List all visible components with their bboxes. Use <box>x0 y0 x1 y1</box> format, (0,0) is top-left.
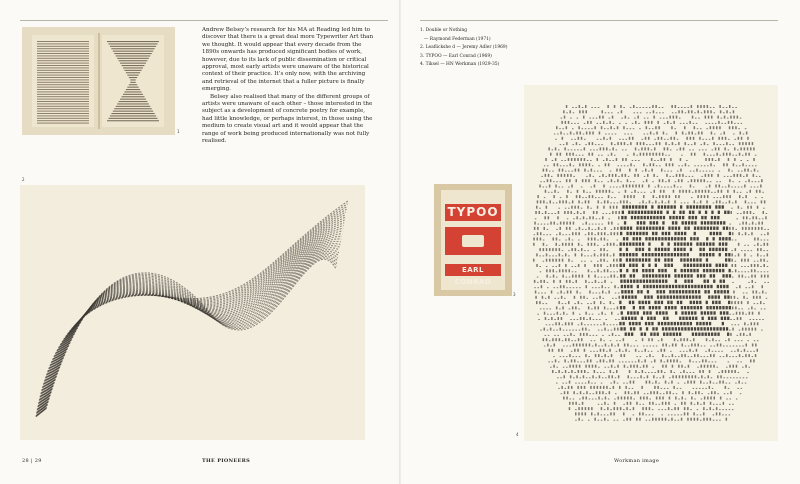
caption-1-detail: — Raymond Federman (1971) <box>424 36 491 42</box>
book-cover-band <box>445 227 501 255</box>
plate-typewriter-curves <box>20 185 365 440</box>
plate-werkman-tiksel <box>524 85 778 441</box>
right-header-rule <box>420 20 778 21</box>
book-cover <box>441 190 505 290</box>
figure-number-2: 2 <box>22 177 25 182</box>
body-paragraph-2: Belsey also realised that many of the different groups of artists were unaware of each other – those interested in the subject as a development of concrete poetry for example, had little knowledge, or perhaps interest, in those using the medium to create visual art and it would appear that the range of work being produced internationally was not fully realised. <box>202 93 373 145</box>
plate-right-page <box>102 35 164 127</box>
typed-text-block <box>32 35 94 127</box>
caption-list <box>420 27 590 70</box>
caption-3-title: 3. TYPOO — Earl Conrad (1969) <box>420 53 492 59</box>
folio-page-number: 28 | 29 <box>22 458 42 464</box>
book-cover-author: EARL CONRAD <box>445 264 501 276</box>
left-header-rule <box>20 20 388 21</box>
figure-number-1: 1 <box>177 129 180 134</box>
caption-1-title: 1. Double or Nothing <box>420 28 468 33</box>
caption-4-title: 4. Tiksel — HN Werkman (1929-35) <box>420 62 500 68</box>
caption-2-title: 2. Leaflickshe d — Jeremy Adler (1969) <box>420 45 508 51</box>
book-cover-title: TYPOO <box>445 204 501 221</box>
hourglass-typed-shape <box>102 35 164 127</box>
figure-number-3: 3 <box>513 292 516 297</box>
plate-typoo-book <box>434 184 512 296</box>
book-gutter <box>399 0 401 484</box>
plate-double-or-nothing <box>22 27 175 135</box>
folio-section-title: THE PIONEERS <box>202 458 251 464</box>
typewriter-motif <box>462 235 484 247</box>
typed-portrait-artwork <box>524 85 778 441</box>
plate-spine <box>98 33 100 129</box>
figure-number-4: 4 <box>516 432 519 437</box>
plate-left-page <box>32 35 94 127</box>
body-text <box>202 27 377 146</box>
body-paragraph-1: Andrew Belsey’s research for his MA at Reading led him to discover that there is a great deal more Typewriter Art than we thought. It would appear that every decade from the 1890s onwards has produced significant bodies of work, however, due to its lack of public dissemination or critical approval, most early artists were unaware of the historical context of their practice. It’s only now, with the archiving and retrieval of the internet that a fuller picture is finally emerging. <box>202 27 374 93</box>
typed-curve-artwork <box>20 185 365 440</box>
folio-right-label: Workman image <box>614 458 660 464</box>
